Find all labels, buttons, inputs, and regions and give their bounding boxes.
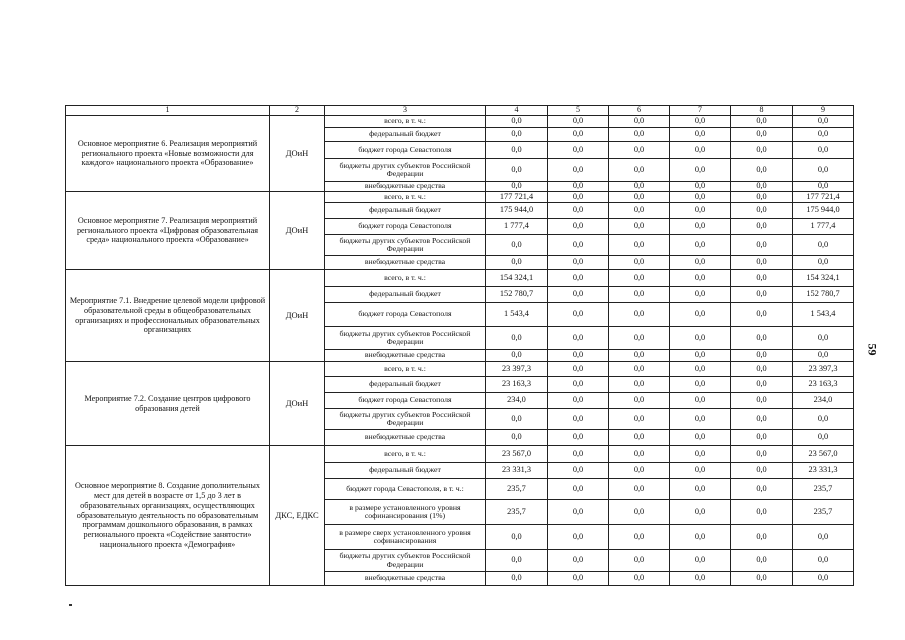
table-row: [66, 362, 854, 377]
year-value-cell: 0,0: [609, 409, 670, 430]
year-value-cell: 0,0: [670, 256, 731, 270]
year-value-cell: 0,0: [670, 525, 731, 550]
year-value-cell: 0,0: [548, 430, 609, 446]
year-value-cell: 23 331,3: [486, 463, 548, 479]
year-value-cell: 0,0: [670, 362, 731, 377]
column-header: 2: [270, 106, 325, 116]
year-value-cell: 0,0: [670, 182, 731, 192]
funding-source: внебюджетные средства: [325, 256, 486, 270]
column-header: 7: [670, 106, 731, 116]
year-value-cell: 0,0: [609, 525, 670, 550]
year-value-cell: 0,0: [548, 572, 609, 586]
year-value-cell: 0,0: [670, 500, 731, 525]
year-value-cell: 152 780,7: [486, 287, 548, 303]
table-body: [66, 116, 854, 586]
year-value-cell: 0,0: [731, 572, 793, 586]
year-value-cell: 0,0: [670, 463, 731, 479]
year-value-cell: 0,0: [670, 142, 731, 159]
year-value-cell: 0,0: [548, 377, 609, 393]
year-value-cell: 234,0: [486, 393, 548, 409]
executor: ДОиН: [270, 362, 325, 446]
total-value-cell: 0,0: [793, 116, 854, 128]
total-value-cell: 0,0: [793, 525, 854, 550]
column-header: 1: [66, 106, 270, 116]
total-value-cell: 23 567,0: [793, 446, 854, 463]
year-value-cell: 0,0: [548, 500, 609, 525]
year-value-cell: 0,0: [609, 430, 670, 446]
year-value-cell: 1 543,4: [486, 303, 548, 327]
table-row: [66, 446, 854, 463]
year-value-cell: 0,0: [731, 192, 793, 203]
year-value-cell: 0,0: [548, 159, 609, 182]
year-value-cell: 0,0: [609, 256, 670, 270]
year-value-cell: 0,0: [731, 159, 793, 182]
year-value-cell: 0,0: [670, 446, 731, 463]
year-value-cell: 0,0: [670, 572, 731, 586]
column-header: 8: [731, 106, 793, 116]
funding-source: внебюджетные средства: [325, 182, 486, 192]
total-value-cell: 0,0: [793, 572, 854, 586]
year-value-cell: 0,0: [548, 182, 609, 192]
year-value-cell: 23 163,3: [486, 377, 548, 393]
total-value-cell: 235,7: [793, 479, 854, 500]
year-value-cell: 0,0: [731, 287, 793, 303]
funding-source: бюджеты других субъектов Российской Федерации: [325, 159, 486, 182]
funding-source: бюджет города Севастополя, в т. ч.:: [325, 479, 486, 500]
year-value-cell: 0,0: [731, 500, 793, 525]
year-value-cell: 0,0: [731, 409, 793, 430]
year-value-cell: 0,0: [548, 393, 609, 409]
funding-source: всего, в т. ч.:: [325, 192, 486, 203]
year-value-cell: 0,0: [731, 446, 793, 463]
column-header: 9: [793, 106, 854, 116]
year-value-cell: 0,0: [486, 409, 548, 430]
year-value-cell: 0,0: [548, 550, 609, 572]
year-value-cell: 0,0: [731, 142, 793, 159]
year-value-cell: 0,0: [670, 550, 731, 572]
year-value-cell: 0,0: [486, 327, 548, 350]
year-value-cell: 0,0: [731, 362, 793, 377]
year-value-cell: 0,0: [548, 479, 609, 500]
year-value-cell: 0,0: [731, 303, 793, 327]
year-value-cell: 0,0: [609, 203, 670, 219]
year-value-cell: 0,0: [670, 192, 731, 203]
year-value-cell: 0,0: [548, 409, 609, 430]
year-value-cell: 177 721,4: [486, 192, 548, 203]
year-value-cell: 0,0: [486, 159, 548, 182]
year-value-cell: 0,0: [548, 192, 609, 203]
year-value-cell: 0,0: [486, 235, 548, 256]
year-value-cell: 0,0: [670, 430, 731, 446]
total-value-cell: 0,0: [793, 327, 854, 350]
funding-source: внебюджетные средства: [325, 572, 486, 586]
year-value-cell: 0,0: [548, 256, 609, 270]
measure-name: Мероприятие 7.1. Внедрение целевой модели цифровой образовательной среды в общеобразовательных организациях и профессиональных образовательных организациях: [66, 270, 270, 362]
measure-name: Мероприятие 7.2. Создание центров цифрового образования детей: [66, 362, 270, 446]
table-row: [66, 116, 854, 128]
total-value-cell: 0,0: [793, 159, 854, 182]
funding-source: федеральный бюджет: [325, 377, 486, 393]
total-value-cell: 0,0: [793, 350, 854, 362]
column-header: 3: [325, 106, 486, 116]
total-value-cell: 0,0: [793, 142, 854, 159]
year-value-cell: 0,0: [548, 327, 609, 350]
year-value-cell: 0,0: [609, 327, 670, 350]
total-value-cell: 23 163,3: [793, 377, 854, 393]
financing-table: [65, 105, 854, 586]
total-value-cell: 152 780,7: [793, 287, 854, 303]
table-row: [66, 192, 854, 203]
year-value-cell: 0,0: [731, 327, 793, 350]
total-value-cell: 23 397,3: [793, 362, 854, 377]
funding-source: всего, в т. ч.:: [325, 116, 486, 128]
year-value-cell: 0,0: [486, 142, 548, 159]
total-value-cell: 235,7: [793, 500, 854, 525]
year-value-cell: 0,0: [609, 159, 670, 182]
funding-source: бюджет города Севастополя: [325, 142, 486, 159]
year-value-cell: 0,0: [609, 270, 670, 287]
year-value-cell: 0,0: [609, 192, 670, 203]
year-value-cell: 0,0: [670, 303, 731, 327]
year-value-cell: 0,0: [731, 116, 793, 128]
year-value-cell: 0,0: [731, 128, 793, 142]
year-value-cell: 0,0: [609, 116, 670, 128]
funding-source: в размере установленного уровня софинансирования (1%): [325, 500, 486, 525]
year-value-cell: 0,0: [670, 287, 731, 303]
measure-name: Основное мероприятие 6. Реализация мероприятий регионального проекта «Новые возможности для каждого» национального проекта «Образование»: [66, 116, 270, 192]
year-value-cell: 0,0: [609, 303, 670, 327]
executor: ДОиН: [270, 192, 325, 270]
year-value-cell: 0,0: [609, 550, 670, 572]
table-row: [66, 270, 854, 287]
year-value-cell: 0,0: [609, 572, 670, 586]
year-value-cell: 0,0: [670, 327, 731, 350]
year-value-cell: 0,0: [670, 116, 731, 128]
column-header: 6: [609, 106, 670, 116]
total-value-cell: 23 331,3: [793, 463, 854, 479]
year-value-cell: 0,0: [609, 182, 670, 192]
year-value-cell: 0,0: [731, 219, 793, 235]
funding-source: всего, в т. ч.:: [325, 446, 486, 463]
year-value-cell: 23 567,0: [486, 446, 548, 463]
year-value-cell: 0,0: [548, 350, 609, 362]
funding-source: бюджет города Севастополя: [325, 393, 486, 409]
year-value-cell: 0,0: [670, 350, 731, 362]
total-value-cell: 0,0: [793, 235, 854, 256]
total-value-cell: 0,0: [793, 409, 854, 430]
total-value-cell: 1 777,4: [793, 219, 854, 235]
funding-source: бюджеты других субъектов Российской Федерации: [325, 235, 486, 256]
total-value-cell: 0,0: [793, 182, 854, 192]
funding-source: бюджеты других субъектов Российской Федерации: [325, 409, 486, 430]
funding-source: бюджеты других субъектов Российской Федерации: [325, 550, 486, 572]
year-value-cell: 0,0: [548, 270, 609, 287]
year-value-cell: 0,0: [486, 256, 548, 270]
funding-source: всего, в т. ч.:: [325, 362, 486, 377]
year-value-cell: 0,0: [548, 219, 609, 235]
year-value-cell: 0,0: [731, 463, 793, 479]
year-value-cell: 0,0: [548, 525, 609, 550]
measure-name: Основное мероприятие 7. Реализация мероприятий регионального проекта «Цифровая образовательная среда» национального проекта «Образование»: [66, 192, 270, 270]
year-value-cell: 0,0: [731, 256, 793, 270]
year-value-cell: 23 397,3: [486, 362, 548, 377]
year-value-cell: 0,0: [486, 550, 548, 572]
funding-source: федеральный бюджет: [325, 128, 486, 142]
year-value-cell: 0,0: [670, 203, 731, 219]
year-value-cell: 0,0: [609, 446, 670, 463]
funding-source: федеральный бюджет: [325, 287, 486, 303]
total-value-cell: 154 324,1: [793, 270, 854, 287]
year-value-cell: 0,0: [548, 463, 609, 479]
funding-source: бюджеты других субъектов Российской Федерации: [325, 327, 486, 350]
year-value-cell: 0,0: [670, 377, 731, 393]
total-value-cell: 234,0: [793, 393, 854, 409]
total-value-cell: 0,0: [793, 256, 854, 270]
year-value-cell: 0,0: [731, 393, 793, 409]
total-value-cell: 175 944,0: [793, 203, 854, 219]
year-value-cell: 0,0: [609, 235, 670, 256]
year-value-cell: 235,7: [486, 479, 548, 500]
executor: ДОиН: [270, 116, 325, 192]
year-value-cell: 0,0: [670, 479, 731, 500]
year-value-cell: 0,0: [548, 235, 609, 256]
year-value-cell: 0,0: [609, 393, 670, 409]
total-value-cell: 0,0: [793, 430, 854, 446]
measure-name: Основное мероприятие 8. Создание дополнительных мест для детей в возрасте от 1,5 до 3 лет в образовательных организациях, осуществляющих образовательную деятельность по образовательным программам дошкольного образования, в рамках регионального проекта «Содействие занятости» национального проекта «Демография»: [66, 446, 270, 586]
executor: ДОиН: [270, 270, 325, 362]
year-value-cell: 0,0: [609, 362, 670, 377]
funding-source: внебюджетные средства: [325, 430, 486, 446]
year-value-cell: 0,0: [609, 463, 670, 479]
year-value-cell: 0,0: [486, 572, 548, 586]
year-value-cell: 0,0: [486, 525, 548, 550]
year-value-cell: 0,0: [548, 142, 609, 159]
year-value-cell: 0,0: [731, 235, 793, 256]
year-value-cell: 0,0: [670, 128, 731, 142]
column-header: 5: [548, 106, 609, 116]
year-value-cell: 235,7: [486, 500, 548, 525]
total-value-cell: 0,0: [793, 550, 854, 572]
year-value-cell: 0,0: [609, 350, 670, 362]
year-value-cell: 0,0: [731, 350, 793, 362]
year-value-cell: 0,0: [609, 287, 670, 303]
year-value-cell: 0,0: [486, 116, 548, 128]
year-value-cell: 0,0: [486, 430, 548, 446]
funding-source: федеральный бюджет: [325, 203, 486, 219]
year-value-cell: 0,0: [670, 159, 731, 182]
year-value-cell: 0,0: [548, 446, 609, 463]
year-value-cell: 0,0: [486, 182, 548, 192]
year-value-cell: 0,0: [548, 203, 609, 219]
year-value-cell: 0,0: [731, 270, 793, 287]
year-value-cell: 175 944,0: [486, 203, 548, 219]
year-value-cell: 0,0: [609, 479, 670, 500]
year-value-cell: 0,0: [731, 479, 793, 500]
year-value-cell: 0,0: [731, 550, 793, 572]
year-value-cell: 0,0: [670, 393, 731, 409]
year-value-cell: 0,0: [609, 128, 670, 142]
year-value-cell: 0,0: [548, 362, 609, 377]
total-value-cell: 1 543,4: [793, 303, 854, 327]
year-value-cell: 154 324,1: [486, 270, 548, 287]
year-value-cell: 0,0: [548, 303, 609, 327]
year-value-cell: 0,0: [548, 128, 609, 142]
year-value-cell: 0,0: [486, 128, 548, 142]
year-value-cell: 0,0: [548, 116, 609, 128]
year-value-cell: 1 777,4: [486, 219, 548, 235]
funding-source: бюджет города Севастополя: [325, 219, 486, 235]
year-value-cell: 0,0: [670, 235, 731, 256]
funding-source: в размере сверх установленного уровня софинансирования: [325, 525, 486, 550]
year-value-cell: 0,0: [731, 525, 793, 550]
year-value-cell: 0,0: [670, 409, 731, 430]
column-header: 4: [486, 106, 548, 116]
page-number: 59: [865, 343, 880, 356]
year-value-cell: 0,0: [731, 182, 793, 192]
year-value-cell: 0,0: [609, 500, 670, 525]
funding-source: внебюджетные средства: [325, 350, 486, 362]
total-value-cell: 177 721,4: [793, 192, 854, 203]
year-value-cell: 0,0: [609, 377, 670, 393]
column-number-row: [66, 106, 854, 116]
scan-mark: [69, 604, 72, 606]
year-value-cell: 0,0: [731, 203, 793, 219]
funding-source: федеральный бюджет: [325, 463, 486, 479]
total-value-cell: 0,0: [793, 128, 854, 142]
year-value-cell: 0,0: [670, 219, 731, 235]
year-value-cell: 0,0: [486, 350, 548, 362]
year-value-cell: 0,0: [609, 219, 670, 235]
year-value-cell: 0,0: [731, 377, 793, 393]
year-value-cell: 0,0: [609, 142, 670, 159]
year-value-cell: 0,0: [731, 430, 793, 446]
year-value-cell: 0,0: [548, 287, 609, 303]
executor: ДКС, ЕДКС: [270, 446, 325, 586]
funding-source: всего, в т. ч.:: [325, 270, 486, 287]
funding-source: бюджет города Севастополя: [325, 303, 486, 327]
year-value-cell: 0,0: [670, 270, 731, 287]
